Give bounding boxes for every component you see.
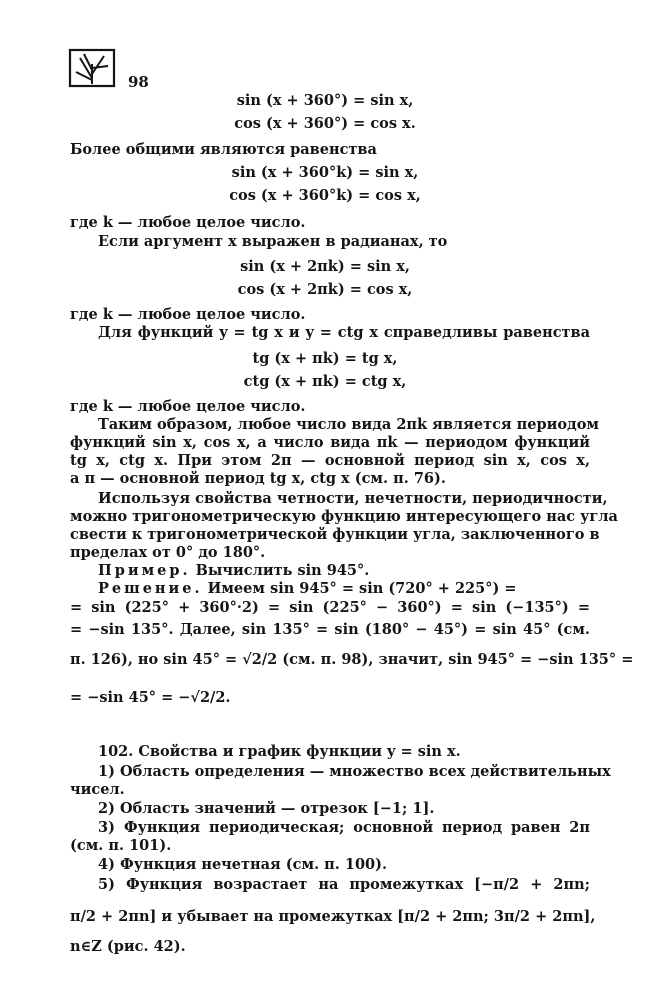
text-line: а π — основной период tg x, ctg x (см. п. 76). <box>70 470 446 487</box>
text-line: Используя свойства четности, нечетности, периодичности, <box>98 490 608 507</box>
equation-line: ctg (x + πk) = ctg x, <box>243 373 407 390</box>
text-line: 1) Область определения — множество всех действительных <box>98 763 611 780</box>
publisher-logo-icon <box>68 48 118 90</box>
equation-line: tg (x + πk) = tg x, <box>252 350 398 367</box>
text-line: где k — любое целое число. <box>70 306 306 323</box>
equation-line: sin (x + 360°k) = sin x, <box>231 164 419 181</box>
text-line: = −sin 135°. Далее, sin 135° = sin (180° − 45°) = sin 45° (см. <box>70 621 590 638</box>
equation-line: sin (x + 2πk) = sin x, <box>240 258 410 275</box>
text-line: где k — любое целое число. <box>70 214 306 231</box>
text-line: = sin (225° + 360°·2) = sin (225° − 360°) = sin (−135°) = <box>70 599 590 616</box>
text-line: = −sin 45° = −√2/2. <box>70 689 231 706</box>
example-label: Пример. <box>98 562 191 579</box>
section-heading: 102. Свойства и график функции y = sin x. <box>98 743 461 760</box>
equation-line: sin (x + 360°) = sin x, <box>236 92 414 109</box>
text-line: n∈Z (рис. 42). <box>70 938 186 955</box>
text-line: π/2 + 2πn] и убывает на промежутках [π/2 + 2πn; 3π/2 + 2πn], <box>70 908 596 925</box>
text-line: пределах от 0° до 180°. <box>70 544 266 561</box>
solution-label: Решение. <box>98 580 203 597</box>
text-line: п. 126), но sin 45° = √2/2 (см. п. 98), значит, sin 945° = −sin 135° = <box>70 651 634 668</box>
text-line: можно тригонометрическую функцию интересующего нас угла <box>70 508 618 525</box>
text-line: 4) Функция нечетная (см. п. 100). <box>98 856 388 873</box>
text-line: 3) Функция периодическая; основной период равен 2π <box>98 819 590 836</box>
equation-line: cos (x + 360°k) = cos x, <box>229 187 421 204</box>
equation-line: cos (x + 360°) = cos x. <box>234 115 416 132</box>
page-number: 98 <box>128 73 149 91</box>
solution-text: Имеем sin 945° = sin (720° + 225°) = <box>202 580 517 597</box>
text-line: 5) Функция возрастает на промежутках [−π/2 + 2πn; <box>98 876 590 893</box>
example-text: Вычислить sin 945°. <box>190 562 370 579</box>
text-line: Более общими являются равенства <box>70 141 377 158</box>
text-line: (см. п. 101). <box>70 837 172 854</box>
text-line: Если аргумент x выражен в радианах, то <box>98 233 448 250</box>
text-line: tg x, ctg x. При этом 2π — основной период sin x, cos x, <box>70 452 590 469</box>
text-line: где k — любое целое число. <box>70 398 306 415</box>
solution-line <box>98 580 618 598</box>
text-line: функций sin x, cos x, а число вида πk — периодом функций <box>70 434 590 451</box>
example-line <box>98 562 618 580</box>
text-line: Для функций y = tg x и y = ctg x справедливы равенства <box>98 324 590 341</box>
equation-line: cos (x + 2πk) = cos x, <box>237 281 413 298</box>
text-line: свести к тригонометрической функции угла, заключенного в <box>70 526 600 543</box>
text-line: Таким образом, любое число вида 2πk является периодом <box>98 416 599 433</box>
text-line: 2) Область значений — отрезок [−1; 1]. <box>98 800 435 817</box>
text-line: чисел. <box>70 781 125 798</box>
